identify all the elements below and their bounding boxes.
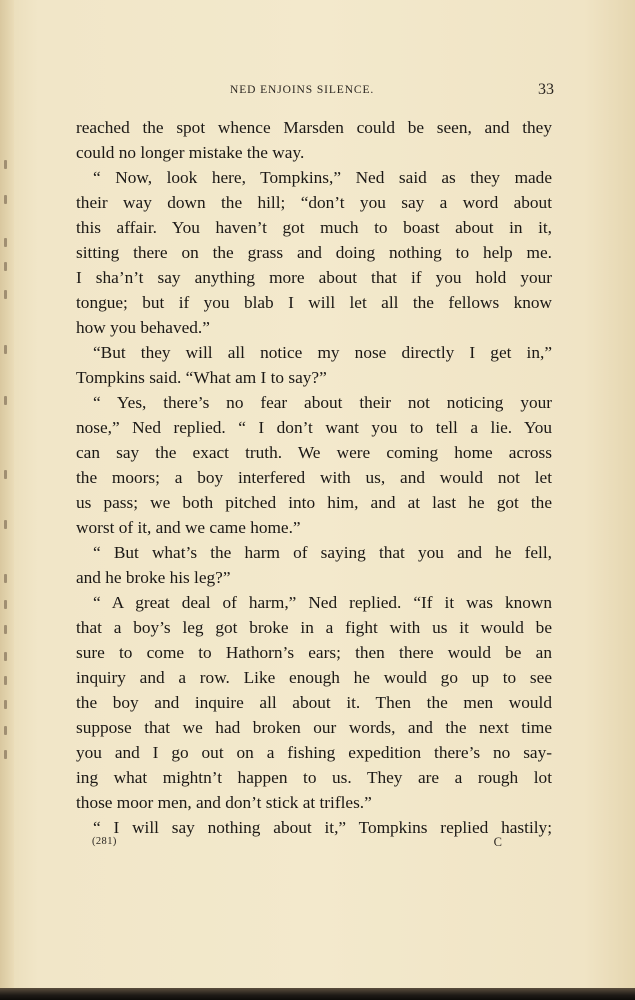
text-line: us pass; we both pitched into him, and at last he got the xyxy=(76,493,552,512)
bleed-mark xyxy=(4,262,7,271)
text-line: this affair. You haven’t got much to boast about in it, xyxy=(76,218,552,237)
text-line: “ A great deal of harm,” Ned replied. “If it was known xyxy=(93,593,552,612)
page-number: 33 xyxy=(538,81,554,98)
text-line: how you behaved.” xyxy=(76,318,210,337)
bleed-mark xyxy=(4,195,7,204)
page-gutter xyxy=(0,0,14,1000)
text-line: can say the exact truth. We were coming home across xyxy=(76,443,552,462)
bleed-mark xyxy=(4,160,7,169)
text-line: suppose that we had broken our words, and the next time xyxy=(76,718,552,737)
text-line: that a boy’s leg got broke in a fight with us it would be xyxy=(76,618,552,637)
bleed-mark xyxy=(4,726,7,735)
bleed-mark xyxy=(4,625,7,634)
text-line: tongue; but if you blab I will let all the fellows know xyxy=(76,293,552,312)
bleed-mark xyxy=(4,652,7,661)
text-line: their way down the hill; “don’t you say a word about xyxy=(76,193,552,212)
text-line: the boy and inquire all about it. Then the men would xyxy=(76,693,552,712)
bleed-mark xyxy=(4,574,7,583)
text-line: and he broke his leg?” xyxy=(76,568,231,587)
text-line: sitting there on the grass and doing nothing to help me. xyxy=(76,243,552,262)
bleed-mark xyxy=(4,238,7,247)
text-line: “ I will say nothing about it,” Tompkins replied hastily; xyxy=(93,818,552,837)
page-bottom-edge xyxy=(0,988,635,1000)
text-line: nose,” Ned replied. “ I don’t want you to tell a lie. You xyxy=(76,418,552,437)
bleed-mark xyxy=(4,520,7,529)
signature-footer xyxy=(92,836,502,852)
running-title: NED ENJOINS SILENCE. xyxy=(230,84,375,96)
text-line: sure to come to Hathorn’s ears; then there would be an xyxy=(76,643,552,662)
body-text xyxy=(76,115,552,840)
bleed-mark xyxy=(4,676,7,685)
bleed-mark xyxy=(4,600,7,609)
text-line: “ Now, look here, Tompkins,” Ned said as they made xyxy=(93,168,552,187)
text-line: ing what mightn’t happen to us. They are a rough lot xyxy=(76,768,552,787)
text-line: Tompkins said. “What am I to say?” xyxy=(76,368,327,387)
text-line: worst of it, and we came home.” xyxy=(76,518,301,537)
bleed-mark xyxy=(4,750,7,759)
signature-number: (281) xyxy=(92,836,117,847)
text-line: could no longer mistake the way. xyxy=(76,143,305,162)
bleed-mark xyxy=(4,700,7,709)
text-line: I sha’n’t say anything more about that if you hold your xyxy=(76,268,552,287)
text-line: the moors; a boy interfered with us, and would not let xyxy=(76,468,552,487)
bleed-mark xyxy=(4,290,7,299)
text-line: you and I go out on a fishing expedition there’s no say- xyxy=(76,743,552,762)
text-line: reached the spot whence Marsden could be seen, and they xyxy=(76,118,552,137)
text-line: “But they will all notice my nose directly I get in,” xyxy=(93,343,552,362)
bleed-mark xyxy=(4,396,7,405)
text-line: those moor men, and don’t stick at trifles.” xyxy=(76,793,372,812)
text-line: “ Yes, there’s no fear about their not noticing your xyxy=(93,393,552,412)
signature-letter: C xyxy=(493,835,502,849)
text-line: “ But what’s the harm of saying that you and he fell, xyxy=(93,543,552,562)
bleed-mark xyxy=(4,345,7,354)
text-line: inquiry and a row. Like enough he would go up to see xyxy=(76,668,552,687)
running-header xyxy=(76,82,554,102)
bleed-mark xyxy=(4,470,7,479)
